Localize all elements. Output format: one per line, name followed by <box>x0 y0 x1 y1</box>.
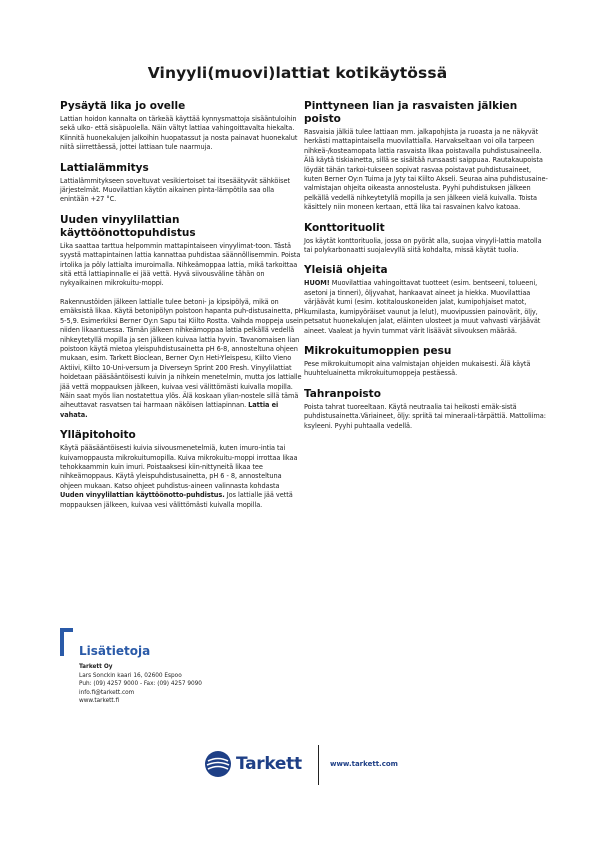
section-heading: Yleisiä ohjeita <box>304 264 388 277</box>
contact-title: Lisätietoja <box>79 644 151 658</box>
contact-web[interactable]: www.tarkett.fi <box>79 696 120 705</box>
contact-address: Lars Sonckin kaari 16, 02600 Espoo <box>79 670 182 679</box>
section-paragraph: Lika saattaa tarttua helpommin mattapintaiseen vinyylimat-toon. Tästä syystä mattapintainen lattia kannattaa puhdistaa säännöllisemmin. Poista irtolika ja pöly lattialta imuroimalla. Nihkeämoppaa lattia, mikä tarkoittaa sitä että lattiapinnalle ei jää vettä. Hyvä siivousväline tähän on nykyaikainen mikrokuitu-moppi. <box>60 240 301 288</box>
corner-mark-icon <box>60 628 73 656</box>
logo-text: Tarkett <box>236 754 302 774</box>
section-paragraph: Rasvaisia jälkiä tulee lattiaan mm. jalkapohjista ja ruoasta ja ne näkyvät herkästi mattapintaisella muovilattialla. Harvakseltaan voi olla tarpeen nihkeä-/kosteamopata lattia rasvaista likaa poistavalla puhdistusaineella. Älä käytä tiskiainetta, sillä se sisältää runsaasti saippuaa. Rautakaupoista löydät tähän tarkoi-tukseen sopivat rasvaa poistavat puhdistusaineet, kuten Berner Oy:n Tuima ja Jyty tai Kiilto Akseli. Seuraa aina puhdistusaine-valmistajan ohjeita oikeasta annostelusta. Pyyhi puhdistuksen jälkeen pelkällä vedellä nihkeytetyllä mopilla ja sen jälkeen vielä kuivalla. Toista käsittely niin moneen kertaan, että lika tai rasvainen kalvo katoaa. <box>304 127 548 212</box>
section <box>304 222 548 255</box>
section-paragraph: Poista tahrat tuoreeltaan. Käytä neutraalia tai heikosti emäk-sistä puhdistusainetta.Väriaineet, öljy: spriitä tai mineraali-tärpättiä. Mattoliima: ksyleeni. Pyyhi puhtaalla vedellä. <box>304 401 546 430</box>
footer-logo <box>204 748 414 784</box>
section-paragraph: Jos käytät konttorituolia, jossa on pyörät alla, suojaa vinyyli-lattia matolla tai polykarbonaatti suojalevyllä siitä kohdalta, missä käytät tuolia. <box>304 235 542 255</box>
section-heading: Uuden vinyylilattian käyttöönottopuhdistus <box>60 213 196 239</box>
contact-email[interactable]: info.fi@tarkett.com <box>79 687 135 696</box>
section-paragraph: Käytä pääsääntöisesti kuivia siivousmenetelmiä, kuten imuro-intia tai kuivamoppausta mikrokuitumopilla. Kuiva mikrokuitu-moppi irrottaa likaa tehokkaammin kuin imuri. Poistaaksesi kiin-nittyneitä likaa tee nihkeämoppaus. Käytä yleispuhdistusainetta, pH 6 - 8, annosteltuna ohjeen mukaan. Katso ohjeet puhdistus-aineen valinnasta kohdasta Uuden vinyylilattian käyttöönotto-puhdistus. Jos lattialle jää vettä moppauksen jälkeen, kuivaa vesi välittömästi kuivalla mopilla. <box>60 443 298 509</box>
section <box>60 162 304 204</box>
section-heading: Pysäytä lika jo ovelle <box>60 100 186 112</box>
logo-divider <box>318 745 319 785</box>
left-column <box>60 100 304 519</box>
section-heading: Konttorituolit <box>304 221 385 234</box>
section-paragraph: Rakennustöiden jälkeen lattialle tulee betoni- ja kipsipölyä, mikä on emäksistä likaa. Käytä betonipölyn poistoon hapanta puh-distusainetta, pH 5-5,9. Esimerkiksi Berner Oy:n Sapu tai Kiilto Rostta. Vaihda moppeja usein niiden likaantuessa. Tämän jälkeen nihkeämoppaa lattia pelkällä vedellä nihkeytetyllä mopilla ja sen jälkeen kuivaa lattia hyvin. Tavanomaisen lian poistoon käytä mietoa yleispuhdistusainetta pH 6-8, annosteltuna ohjeen mukaan, esim. Tarkett Bioclean, Berner Oy:n Heti-Yleispesu, Kiilto Vieno Aktiivi, Kiilto 10-Uni-versum ja Diverseyn Sprint 200 Fresh. Vinyylilattiat hoidetaan pääsääntöisesti kuivin ja nihkein menetelmin, mutta jos lattialle jää vettä moppauksen jälkeen, kuivaa vesi välittömästi kuivalla mopilla. Näin saat myös lian nostatettua ylös. Älä koskaan ylian-nostele sillä tämä aiheuttavat rasvatsen tai harmaan näköisen lattiapinnan. Lattia ei vahata. <box>60 296 304 419</box>
section-heading: Lattialämmitys <box>60 161 149 174</box>
section-paragraph: Lattian hoidon kannalta on tärkeää käyttää kynnysmattoja sisääntuloihin sekä ulko- että sisäpuolella. Näin vältyt lattiaa vahingoittavalta hiekalta. Kiinnitä huonekalujen jalkoihin huopatassut ja nosta painavat huonekalut niitä siirrettäessä, jottei lattiaan tule naarmuja. <box>60 114 298 152</box>
section-heading: Ylläpitohoito <box>60 429 136 442</box>
section <box>304 388 548 430</box>
section-heading: Mikrokuitumoppien pesu <box>304 344 452 357</box>
section-paragraph: HUOM! Muovilattiaa vahingoittavat tuotteet (esim. bentseeni, tolueeni, asetoni ja tinneri), öljyvahat, hankaavat aineet ja hiekka. Muovilattiaa värjäävät kumi (esim. kotitalouskoneiden jalat, kumipohjaiset matot, kumilasta, kumipyöräiset vaunut ja lelut), muovipussien painovärit, öljy, petsatut huonekalujen jalat, eläinten ulosteet ja muut vahvasti värjäävät aineet. Vaaleat ja hyvin tummat värit lisäävät siivouksen määrää. <box>304 278 541 335</box>
section-paragraph: Lattialämmitykseen soveltuvat vesikiertoiset tai itsesäätyvät sähköiset järjestelmät. Muovilattian käytön aikainen pinta-lämpötila saa olla enintään +27 °C. <box>60 175 290 204</box>
section <box>304 100 548 212</box>
section <box>60 214 304 419</box>
section <box>304 264 548 334</box>
right-column <box>304 100 548 440</box>
section <box>60 429 304 509</box>
contact-phone: Puh: (09) 4257 9000 - Fax: (09) 4257 9090 <box>79 679 202 688</box>
footer-url[interactable]: www.tarkett.com <box>330 760 398 768</box>
page-title: Vinyyli(muovi)lattiat kotikäytössä <box>147 64 448 82</box>
contact-company: Tarkett Oy <box>79 662 113 670</box>
section-paragraph: Pese mikrokuitumopit aina valmistajan ohjeiden mukaisesti. Älä käytä huuhteluainetta mikrokuitumoppeja pestäessä. <box>304 358 531 378</box>
tarkett-globe-icon <box>204 750 232 778</box>
section-heading: Tahranpoisto <box>304 387 381 400</box>
section <box>60 100 304 152</box>
section <box>304 345 548 378</box>
section-heading: Pinttyneen lian ja rasvaisten jälkien poisto <box>304 100 518 125</box>
